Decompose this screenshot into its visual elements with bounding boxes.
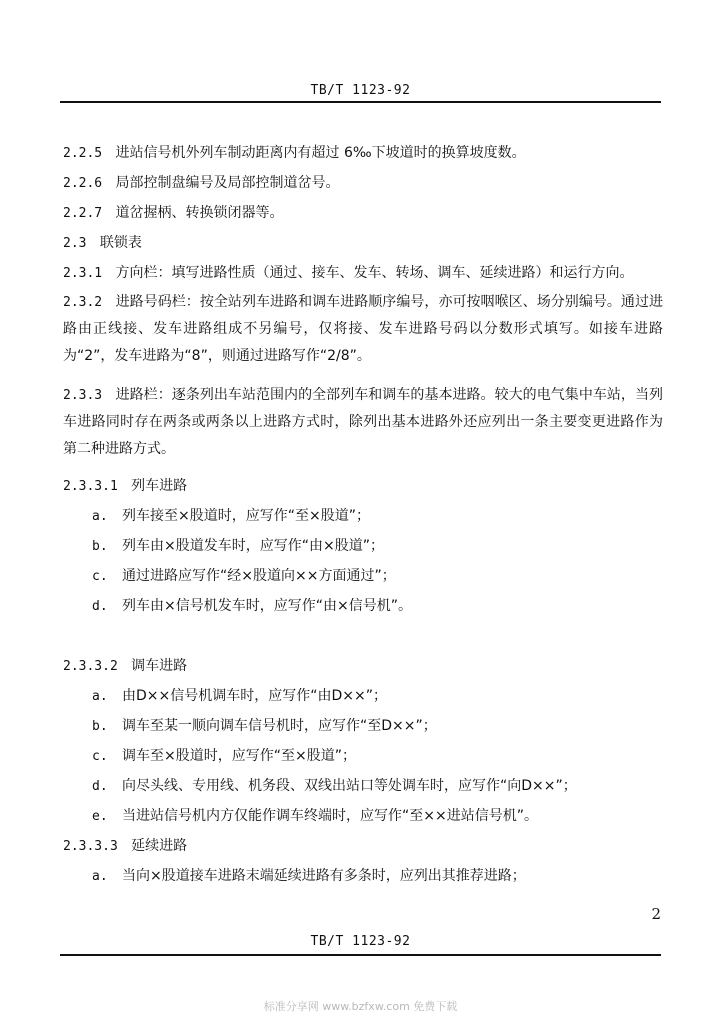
list-item [92,806,662,827]
clause-number: 2.3.2 [63,295,103,310]
clause-2-3-3 [63,382,663,463]
clause-2-2-6 [63,173,663,194]
item-letter: b. [92,539,108,554]
item-letter: a. [92,509,108,524]
page-number: 2 [651,905,661,923]
clause-number: 2.3 [63,236,87,251]
clause-text: 列车进路 [131,478,188,494]
clause-text: 方向栏：填写进路性质（通过、接车、发车、转场、调车、延续进路）和运行方向。 [115,265,634,281]
item-text: 向尽头线、专用线、机务段、双线出站口等处调车时，应写作“向D××”； [122,778,577,794]
item-letter: a. [92,689,108,704]
list-item [92,746,662,767]
clause-text: 局部控制盘编号及局部控制道岔号。 [115,175,340,191]
clause-2-2-7 [63,203,663,224]
item-text: 列车接至×股道时，应写作“至×股道”； [122,508,370,524]
section-2-3-heading [63,233,663,254]
clause-2-3-1 [63,263,663,284]
header-rule [60,101,661,103]
clause-number: 2.2.7 [63,206,103,221]
item-letter: d. [92,599,108,614]
item-text: 调车至某一顺向调车信号机时，应写作“至D××”； [122,718,437,734]
list-item [92,566,662,587]
item-text: 当进站信号机内方仅能作调车终端时，应写作“至××进站信号机”。 [122,808,538,824]
clause-2-3-3-1-heading [63,476,663,497]
clause-2-3-3-2-heading [63,656,663,677]
item-text: 列车由×信号机发车时，应写作“由×信号机”。 [122,598,412,614]
clause-text: 进站信号机外列车制动距离内有超过 6‰下坡道时的换算坡度数。 [115,145,526,161]
item-letter: e. [92,809,108,824]
clause-number: 2.2.5 [63,146,103,161]
clause-number: 2.3.3.3 [63,839,118,854]
clause-number: 2.3.3.2 [63,659,118,674]
clause-number: 2.2.6 [63,176,103,191]
clause-2-2-5 [63,143,663,164]
clause-text: 道岔握柄、转换锁闭器等。 [115,205,284,221]
clause-text: 进路号码栏：按全站列车进路和调车进路顺序编号，亦可按咽喉区、场分别编号。通过进路由正线接、发车进路组成不另编号，仅将接、发车进路号码以分数形式填写。如接车进路为“2”，发车进路为“8”，则通过进路写作“2/8”。 [63,294,663,364]
item-letter: a. [92,869,108,884]
footer-standard-code: TB/T 1123-92 [310,934,411,949]
list-item [92,506,662,527]
list-item [92,776,662,797]
clause-2-3-2 [63,289,663,370]
item-text: 调车至×股道时，应写作“至×股道”； [122,748,356,764]
clause-text: 调车进路 [131,658,188,674]
list-item [92,596,662,617]
item-text: 由D××信号机调车时，应写作“由D××”； [122,688,387,704]
watermark-text: 标准分享网 www.bzfxw.com 免费下载 [263,1000,458,1013]
item-text: 通过进路应写作“经×股道向××方面通过”； [122,568,396,584]
header-standard-code: TB/T 1123-92 [310,83,411,98]
clause-text: 进路栏：逐条列出车站范围内的全部列车和调车的基本进路。较大的电气集中车站，当列车进路同时存在两条或两条以上进路方式时，除列出基本进路外还应列出一条主要变更进路作为第二种进路方式。 [63,387,663,457]
list-item [92,866,662,887]
item-letter: c. [92,749,108,764]
clause-number: 2.3.3.1 [63,479,118,494]
clause-number: 2.3.3 [63,388,103,403]
clause-text: 延续进路 [131,838,188,854]
clause-2-3-3-3-heading [63,836,663,857]
item-letter: c. [92,569,108,584]
clause-text: 联锁表 [99,235,142,251]
item-letter: b. [92,719,108,734]
footer-rule [60,954,661,956]
item-letter: d. [92,779,108,794]
item-text: 列车由×股道发车时，应写作“由×股道”； [122,538,384,554]
list-item [92,716,662,737]
list-item [92,686,662,707]
item-text: 当向×股道接车进路末端延续进路有多条时，应列出其推荐进路； [122,868,526,884]
clause-number: 2.3.1 [63,266,103,281]
list-item [92,536,662,557]
